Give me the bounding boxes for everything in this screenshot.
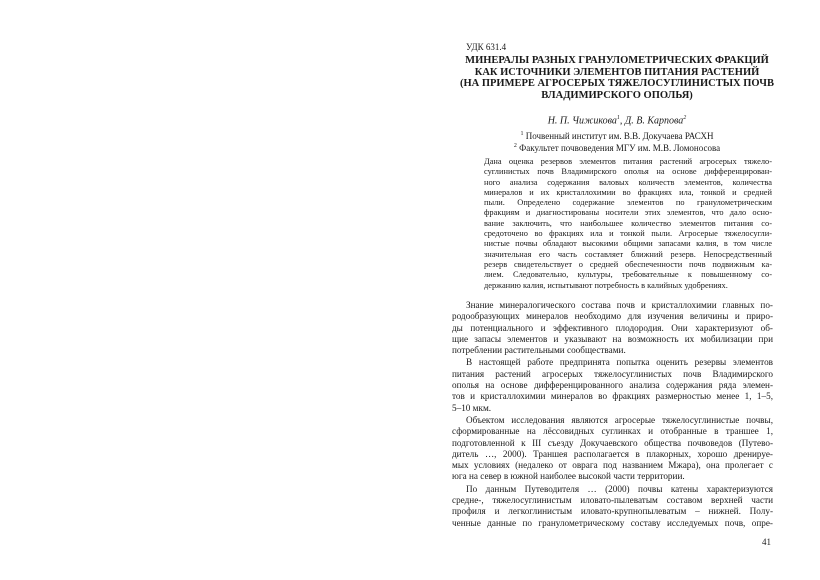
abstract-line: резерв свидетельствует о средней обеспеченности почв подвижным ка- [484, 259, 772, 269]
body-line: По данным Путеводителя … (2000) почвы катены характеризуются [466, 483, 773, 494]
title-line: КАК ИСТОЧНИКИ ЭЛЕМЕНТОВ ПИТАНИЯ РАСТЕНИЙ [474, 66, 760, 78]
body-line: Знание минералогического состава почв и кристаллохимии главных по- [466, 300, 773, 310]
abstract-line: Дана оценка резервов элементов питания растений агросерых тяжело- [484, 157, 772, 166]
abstract-line: фракциям и диагностированы носители этих элементов, что дало осно- [484, 208, 772, 218]
body-line: средне-, тяжелосуглинистым иловато-пылеватым составом верхней части [452, 495, 773, 506]
title-line: МИНЕРАЛЫ РАЗНЫХ ГРАНУЛОМЕТРИЧЕСКИХ ФРАКЦИЙ [465, 55, 769, 66]
abstract-line: нистые почвы обладают высокими общими запасами калия, в том числе [484, 239, 772, 249]
abstract-line: ного анализа содержания валовых количеств элементов, количества [484, 177, 772, 187]
affiliation-superscript: 2 [513, 143, 517, 149]
paragraph [452, 357, 773, 413]
affiliation-text: Факультет почвоведения МГУ им. М.В. Ломоносова [516, 143, 721, 153]
body-line: ды потенциального и эффективного плодородия. Они характеризуют об- [452, 322, 773, 333]
body-line: тов и кристаллохимии минералов во фракциях размерностью менее 1, 1–5, [452, 391, 773, 402]
author-superscript: 1 [616, 115, 620, 121]
body-line: питания растений агросерых тяжелосуглинистых почв Владимирского [452, 368, 773, 379]
abstract-line: значительная его часть составляет ближний резерв. Непосредственный [484, 249, 772, 259]
udk-code: УДК 631.4 [466, 42, 507, 52]
body-line: Объектом исследования являются агросерые тяжелосуглинистые почвы, [466, 414, 773, 425]
affiliation [452, 143, 782, 153]
title-line: (НА ПРИМЕРЕ АГРОСЕРЫХ ТЯЖЕЛОСУГЛИНИСТЫХ ПОЧВ [459, 78, 774, 89]
body-line: сформированные на лёссовидных суглинках и отобранные в траншее 1, [452, 426, 773, 437]
affiliation [452, 131, 782, 141]
body-line: профиля и легкоглинистым иловато-крупнопылеватым – нижней. Полу- [452, 506, 773, 517]
affiliation-superscript: 1 [520, 131, 524, 137]
authors [452, 115, 782, 126]
abstract-line: лием. Следовательно, культуры, требовательные к повышенному со- [484, 270, 772, 280]
body-text [452, 300, 773, 529]
paragraph [452, 415, 773, 483]
article-title [452, 55, 782, 101]
body-line: родообразующих минералов необходимо для изучения величины и приро- [452, 311, 773, 322]
abstract-line: суглинистых почв Владимирского ополья на основе дифференцирован- [484, 167, 772, 177]
abstract-line: пыли. Определено содержание элементов по гранулометрическим [484, 198, 772, 208]
title-line: ВЛАДИМИРСКОГО ОПОЛЬЯ) [541, 89, 693, 101]
body-line: подготовленной к III съезду Докучаевского общества почвоведов (Путево- [452, 437, 773, 448]
paragraph [452, 300, 773, 356]
abstract-line: вание заключить, что наибольшее количество элементов питания со- [484, 218, 772, 228]
body-line: дитель …, 2000). Траншея располагается в плакорных, хорошо дренируе- [452, 448, 773, 459]
abstract-line: держанию калия, испытывают потребность в калийных удобрениях. [484, 280, 728, 290]
body-line: В настоящей работе предпринята попытка оценить резервы элементов [466, 357, 773, 368]
affiliation-text: Почвенный институт им. В.В. Докучаева РАСХН [523, 131, 714, 141]
body-line: потреблении растительными сообществами. [452, 345, 626, 356]
body-line: юга на север в южной наиболее высокой части территории. [452, 471, 685, 482]
abstract-line: средоточено во фракциях ила и тонкой пыли. Агросерые тяжелосугли- [484, 229, 772, 239]
body-line: ополья на основе дифференцированного анализа содержания ряда элемен- [452, 380, 773, 391]
abstract [484, 157, 772, 291]
body-line: щие запасы элементов и указывают на возможность их мобилизации при [452, 333, 773, 344]
body-line: 5–10 мкм. [452, 402, 492, 413]
author-superscript: 2 [683, 115, 687, 121]
abstract-line: минералов и их кристаллохимии во фракциях ила, тонкой и средней [484, 187, 772, 197]
author-separator: , [619, 115, 625, 127]
author-name: Н. П. Чижикова [547, 115, 617, 127]
body-line: мых условиях (недалеко от оврага под названием Мжара), она пролегает с [452, 460, 773, 471]
author-name: Д. В. Карпова [624, 115, 684, 127]
paragraph [452, 484, 773, 529]
page-number: 41 [762, 537, 771, 547]
body-line: ченные данные по гранулометрическому составу исследуемых почв, опре- [452, 517, 773, 528]
